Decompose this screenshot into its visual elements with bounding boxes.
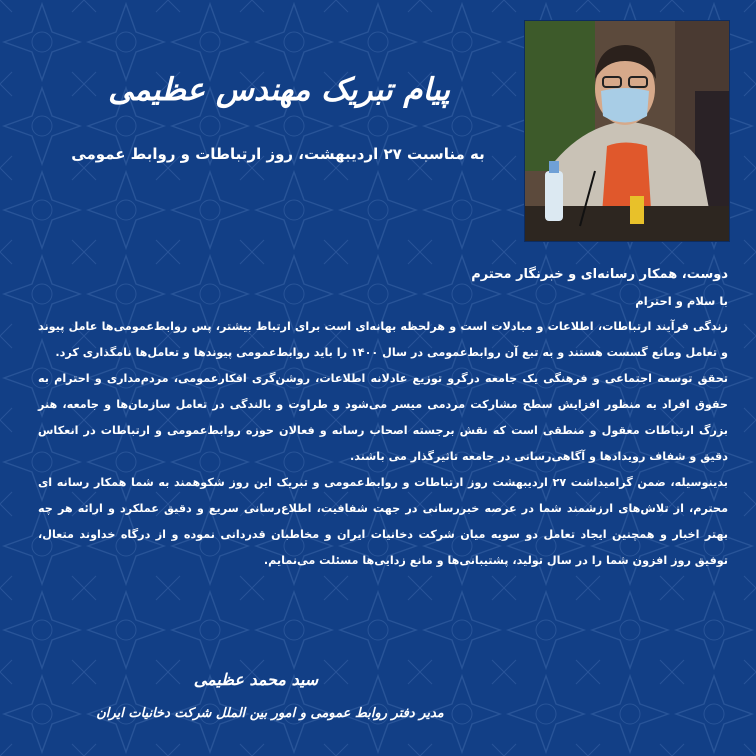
letter-paragraph: زندگی فرآیند ارتباطات، اطلاعات و مبادلات است و هرلحظه بهانه‌ای است برای ارتباط بیشتر، پس روابط‌عمومی‌ها عامل پیوند و تعامل ومانع گسست هستند و به تبع آن روابط‌عمومی در سال ۱۴۰۰ را باید روابط‌عمومی پیوندها و تعامل‌ها نامگذاری کرد. bbox=[38, 320, 728, 359]
letter-paragraph: بدینوسیله، ضمن گرامیداشت ۲۷ اردیبهشت روز ارتباطات و روابط‌عمومی و تبریک این روز شکوهمند به شما همکار رسانه ای محترم، از تلاش‌های ارزشمند شما در عرصه خبررسانی در جهت شفافیت، اطلاع‌رسانی سریع و دقیق عملکرد و ارائه هر چه بهتر اخبار و همچنین ایجاد تعامل دو سویه میان شرکت دخانیات ایران و مخاطبان قدردانی نموده و از درگاه خداوند متعال، توفیق روز افزون شما را در سال تولید، پشتیبانی‌ها و مانع زدایی‌ها مسئلت می‌نمایم. bbox=[38, 476, 728, 567]
signature-name: سید محمد عظیمی bbox=[193, 670, 319, 689]
portrait-photo bbox=[524, 20, 730, 242]
signature-title: مدیر دفتر روابط عمومی و امور بین الملل شرکت دخانیات ایران bbox=[96, 706, 444, 721]
letter-greeting: با سلام و احترام bbox=[635, 294, 728, 308]
page-title: پیام تبریک مهندس عظیمی bbox=[108, 72, 450, 108]
letter-paragraph: تحقق توسعه اجتماعی و فرهنگی یک جامعه درگرو توزیع عادلانه اطلاعات، روشن‌گری افکارعمومی، مردم‌مداری و احترام به حقوق افراد به منظور افزایش سطح مشارکت مردمی میسر می‌شود و طراوت و بالندگی در تعامل سازمان‌ها و جامعه، هنر بزرگ ارتباطات معقول و منطقی است که نقش برجسته اصحاب رسانه و فعالان حوزه روابط‌عمومی و ارتباطات در انعکاس دقیق و شفاف رویدادها و آگاهی‌رسانی در جامعه تاثیرگذار می باشند. bbox=[38, 372, 728, 463]
letter-body bbox=[38, 262, 728, 574]
letter-salutation: دوست، همکار رسانه‌ای و خبرنگار محترم bbox=[471, 267, 728, 282]
subtitle: به مناسبت ۲۷ اردیبهشت، روز ارتباطات و روابط عمومی bbox=[71, 145, 485, 163]
